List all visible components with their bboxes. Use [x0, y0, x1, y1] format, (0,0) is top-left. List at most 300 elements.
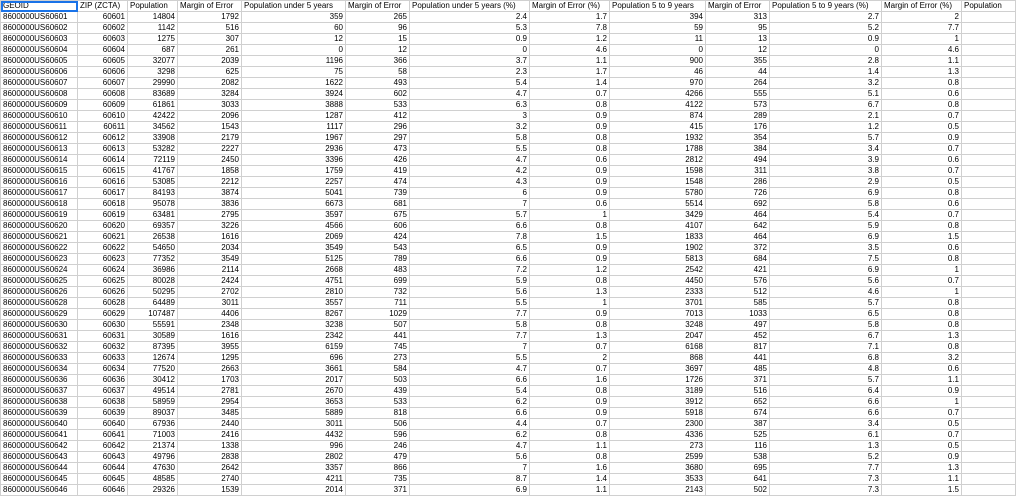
table-cell[interactable]: 3874	[178, 188, 242, 199]
table-cell[interactable]	[962, 144, 1016, 155]
table-cell[interactable]: 1.1	[530, 441, 610, 452]
table-cell[interactable]: 8600000US60621	[1, 232, 78, 243]
table-cell[interactable]: 3.4	[770, 419, 882, 430]
table-cell[interactable]: 60641	[78, 430, 128, 441]
table-cell[interactable]: 1.5	[882, 232, 962, 243]
table-cell[interactable]: 3284	[178, 89, 242, 100]
table-cell[interactable]: 60643	[78, 452, 128, 463]
table-cell[interactable]: 0.8	[882, 100, 962, 111]
table-cell[interactable]: 372	[706, 243, 770, 254]
table-cell[interactable]: 359	[242, 12, 346, 23]
table-cell[interactable]: 2810	[242, 287, 346, 298]
column-header[interactable]: Population under 5 years (%)	[410, 1, 530, 12]
table-cell[interactable]: 0.8	[530, 430, 610, 441]
table-cell[interactable]: 1.5	[530, 232, 610, 243]
table-cell[interactable]: 311	[706, 166, 770, 177]
table-cell[interactable]: 1.3	[882, 463, 962, 474]
table-cell[interactable]: 60622	[78, 243, 128, 254]
table-cell[interactable]: 60638	[78, 397, 128, 408]
table-cell[interactable]: 1	[530, 298, 610, 309]
table-cell[interactable]: 0.6	[882, 155, 962, 166]
table-cell[interactable]: 866	[346, 463, 410, 474]
table-cell[interactable]: 2017	[242, 375, 346, 386]
table-cell[interactable]: 7.7	[770, 463, 882, 474]
table-cell[interactable]: 2096	[178, 111, 242, 122]
table-cell[interactable]: 3680	[610, 463, 706, 474]
table-cell[interactable]: 494	[706, 155, 770, 166]
table-cell[interactable]: 0	[770, 45, 882, 56]
table-cell[interactable]: 8600000US60632	[1, 342, 78, 353]
table-cell[interactable]: 0.9	[530, 254, 610, 265]
table-cell[interactable]: 5.8	[410, 133, 530, 144]
table-cell[interactable]: 30412	[128, 375, 178, 386]
table-cell[interactable]: 49514	[128, 386, 178, 397]
table-cell[interactable]: 0.8	[530, 452, 610, 463]
table-cell[interactable]: 60601	[78, 12, 128, 23]
table-cell[interactable]	[962, 276, 1016, 287]
table-cell[interactable]: 1.2	[530, 265, 610, 276]
table-cell[interactable]: 6.5	[410, 243, 530, 254]
table-cell[interactable]: 60631	[78, 331, 128, 342]
table-cell[interactable]: 71003	[128, 430, 178, 441]
table-cell[interactable]: 3888	[242, 100, 346, 111]
table-cell[interactable]: 8600000US60606	[1, 67, 78, 78]
table-cell[interactable]: 1.5	[882, 485, 962, 496]
table-cell[interactable]	[962, 67, 1016, 78]
table-cell[interactable]	[962, 265, 1016, 276]
table-cell[interactable]: 8600000US60612	[1, 133, 78, 144]
column-header[interactable]: GEOID	[1, 1, 78, 12]
table-cell[interactable]: 5.7	[410, 210, 530, 221]
table-cell[interactable]: 0.9	[410, 34, 530, 45]
table-cell[interactable]: 2082	[178, 78, 242, 89]
table-cell[interactable]: 15	[346, 34, 410, 45]
column-header[interactable]: Margin of Error	[178, 1, 242, 12]
table-cell[interactable]: 0.9	[882, 133, 962, 144]
table-cell[interactable]: 246	[346, 441, 410, 452]
table-cell[interactable]: 0.8	[530, 320, 610, 331]
table-cell[interactable]: 60620	[78, 221, 128, 232]
table-cell[interactable]: 5.6	[770, 276, 882, 287]
table-cell[interactable]: 60634	[78, 364, 128, 375]
table-cell[interactable]	[962, 133, 1016, 144]
table-cell[interactable]: 8600000US60615	[1, 166, 78, 177]
table-cell[interactable]: 0.7	[882, 430, 962, 441]
table-cell[interactable]: 1.3	[770, 441, 882, 452]
table-cell[interactable]: 1.1	[530, 485, 610, 496]
table-cell[interactable]	[962, 210, 1016, 221]
table-cell[interactable]: 176	[706, 122, 770, 133]
table-cell[interactable]: 533	[346, 397, 410, 408]
table-cell[interactable]: 60604	[78, 45, 128, 56]
table-cell[interactable]: 355	[706, 56, 770, 67]
table-cell[interactable]: 1.1	[882, 474, 962, 485]
table-cell[interactable]: 4107	[610, 221, 706, 232]
table-cell[interactable]: 8600000US60613	[1, 144, 78, 155]
table-cell[interactable]	[962, 111, 1016, 122]
table-cell[interactable]: 265	[346, 12, 410, 23]
table-cell[interactable]: 8600000US60617	[1, 188, 78, 199]
table-cell[interactable]: 900	[610, 56, 706, 67]
table-cell[interactable]: 452	[706, 331, 770, 342]
table-cell[interactable]: 2333	[610, 287, 706, 298]
table-cell[interactable]: 297	[346, 133, 410, 144]
table-cell[interactable]: 0.9	[530, 243, 610, 254]
table-cell[interactable]: 60637	[78, 386, 128, 397]
table-cell[interactable]: 7.2	[410, 265, 530, 276]
table-cell[interactable]: 8600000US60607	[1, 78, 78, 89]
table-cell[interactable]: 3697	[610, 364, 706, 375]
table-cell[interactable]: 0.6	[882, 199, 962, 210]
table-cell[interactable]: 2039	[178, 56, 242, 67]
table-cell[interactable]: 4.6	[882, 45, 962, 56]
table-cell[interactable]: 8600000US60622	[1, 243, 78, 254]
table-cell[interactable]	[962, 45, 1016, 56]
table-cell[interactable]	[962, 188, 1016, 199]
table-cell[interactable]	[962, 408, 1016, 419]
table-cell[interactable]: 2143	[610, 485, 706, 496]
table-cell[interactable]: 5.1	[770, 89, 882, 100]
table-cell[interactable]: 7.3	[770, 474, 882, 485]
table-cell[interactable]: 2670	[242, 386, 346, 397]
table-cell[interactable]: 0.7	[882, 111, 962, 122]
table-cell[interactable]: 61861	[128, 100, 178, 111]
table-cell[interactable]: 1	[882, 265, 962, 276]
table-cell[interactable]: 8600000US60603	[1, 34, 78, 45]
table-cell[interactable]: 2599	[610, 452, 706, 463]
table-cell[interactable]: 60616	[78, 177, 128, 188]
table-cell[interactable]	[962, 419, 1016, 430]
table-cell[interactable]	[962, 331, 1016, 342]
table-cell[interactable]: 296	[346, 122, 410, 133]
table-cell[interactable]: 503	[346, 375, 410, 386]
table-cell[interactable]: 2542	[610, 265, 706, 276]
table-cell[interactable]: 642	[706, 221, 770, 232]
table-cell[interactable]: 8600000US60614	[1, 155, 78, 166]
table-cell[interactable]: 1.1	[882, 56, 962, 67]
table-cell[interactable]: 3.2	[882, 353, 962, 364]
table-cell[interactable]: 2642	[178, 463, 242, 474]
table-cell[interactable]: 6.2	[410, 430, 530, 441]
table-cell[interactable]: 53085	[128, 177, 178, 188]
table-cell[interactable]: 5.7	[770, 375, 882, 386]
table-cell[interactable]: 60603	[78, 34, 128, 45]
table-cell[interactable]: 5514	[610, 199, 706, 210]
table-cell[interactable]: 7	[410, 342, 530, 353]
table-cell[interactable]: 4566	[242, 221, 346, 232]
table-cell[interactable]: 8600000US60636	[1, 375, 78, 386]
table-cell[interactable]: 8600000US60620	[1, 221, 78, 232]
table-cell[interactable]	[962, 452, 1016, 463]
table-cell[interactable]: 2936	[242, 144, 346, 155]
table-cell[interactable]: 641	[706, 474, 770, 485]
table-cell[interactable]: 4.6	[770, 287, 882, 298]
table-cell[interactable]: 0.7	[530, 342, 610, 353]
table-cell[interactable]: 7	[410, 199, 530, 210]
table-cell[interactable]: 2416	[178, 430, 242, 441]
table-cell[interactable]: 63481	[128, 210, 178, 221]
table-cell[interactable]: 8600000US60642	[1, 441, 78, 452]
table-cell[interactable]: 1033	[706, 309, 770, 320]
table-cell[interactable]: 8600000US60640	[1, 419, 78, 430]
table-cell[interactable]	[962, 463, 1016, 474]
table-cell[interactable]: 692	[706, 199, 770, 210]
table-cell[interactable]: 1287	[242, 111, 346, 122]
table-cell[interactable]: 80028	[128, 276, 178, 287]
table-cell[interactable]: 699	[346, 276, 410, 287]
table-cell[interactable]: 0.8	[882, 221, 962, 232]
table-cell[interactable]: 286	[706, 177, 770, 188]
table-cell[interactable]: 11	[610, 34, 706, 45]
table-cell[interactable]: 695	[706, 463, 770, 474]
table-cell[interactable]: 4.6	[530, 45, 610, 56]
table-cell[interactable]: 525	[706, 430, 770, 441]
table-cell[interactable]: 7.3	[770, 485, 882, 496]
table-cell[interactable]: 3661	[242, 364, 346, 375]
table-cell[interactable]: 4266	[610, 89, 706, 100]
table-cell[interactable]: 69357	[128, 221, 178, 232]
table-cell[interactable]: 3.2	[770, 78, 882, 89]
table-cell[interactable]: 516	[706, 386, 770, 397]
table-cell[interactable]: 2954	[178, 397, 242, 408]
table-cell[interactable]: 473	[346, 144, 410, 155]
table-cell[interactable]: 874	[610, 111, 706, 122]
table-cell[interactable]: 2450	[178, 155, 242, 166]
table-cell[interactable]: 8600000US60610	[1, 111, 78, 122]
table-cell[interactable]: 5.5	[410, 144, 530, 155]
table-cell[interactable]: 6.6	[410, 375, 530, 386]
table-cell[interactable]: 0.7	[530, 89, 610, 100]
table-cell[interactable]: 60617	[78, 188, 128, 199]
table-cell[interactable]: 75	[242, 67, 346, 78]
table-cell[interactable]: 2	[882, 12, 962, 23]
table-cell[interactable]: 412	[346, 111, 410, 122]
table-cell[interactable]: 6	[410, 188, 530, 199]
column-header[interactable]: Margin of Error (%)	[882, 1, 962, 12]
table-cell[interactable]: 60607	[78, 78, 128, 89]
table-cell[interactable]: 8600000US60645	[1, 474, 78, 485]
table-cell[interactable]: 3.5	[770, 243, 882, 254]
table-cell[interactable]: 0.9	[530, 188, 610, 199]
table-cell[interactable]: 2812	[610, 155, 706, 166]
table-cell[interactable]: 41767	[128, 166, 178, 177]
table-cell[interactable]: 5.8	[770, 320, 882, 331]
table-cell[interactable]: 60636	[78, 375, 128, 386]
table-cell[interactable]: 1029	[346, 309, 410, 320]
table-cell[interactable]: 60608	[78, 89, 128, 100]
table-cell[interactable]: 3429	[610, 210, 706, 221]
column-header[interactable]: Margin of Error (%)	[530, 1, 610, 12]
table-cell[interactable]: 60606	[78, 67, 128, 78]
table-cell[interactable]: 8600000US60602	[1, 23, 78, 34]
table-cell[interactable]: 485	[706, 364, 770, 375]
table-cell[interactable]: 5.2	[770, 452, 882, 463]
table-cell[interactable]: 426	[346, 155, 410, 166]
table-cell[interactable]: 60644	[78, 463, 128, 474]
table-cell[interactable]: 516	[178, 23, 242, 34]
table-cell[interactable]: 8600000US60629	[1, 309, 78, 320]
table-cell[interactable]: 1902	[610, 243, 706, 254]
table-cell[interactable]: 3238	[242, 320, 346, 331]
table-cell[interactable]: 3357	[242, 463, 346, 474]
table-cell[interactable]: 2.4	[410, 12, 530, 23]
table-cell[interactable]: 13	[706, 34, 770, 45]
table-cell[interactable]: 1858	[178, 166, 242, 177]
table-cell[interactable]: 789	[346, 254, 410, 265]
table-cell[interactable]: 0.5	[882, 177, 962, 188]
table-cell[interactable]: 60613	[78, 144, 128, 155]
table-cell[interactable]: 1616	[178, 331, 242, 342]
table-cell[interactable]	[962, 375, 1016, 386]
table-cell[interactable]: 5.7	[770, 133, 882, 144]
table-cell[interactable]: 3701	[610, 298, 706, 309]
table-cell[interactable]: 0.6	[530, 199, 610, 210]
table-cell[interactable]: 0.9	[530, 309, 610, 320]
table-cell[interactable]: 0.9	[770, 34, 882, 45]
table-cell[interactable]: 3	[410, 111, 530, 122]
table-cell[interactable]: 652	[706, 397, 770, 408]
table-cell[interactable]: 2668	[242, 265, 346, 276]
table-cell[interactable]: 817	[706, 342, 770, 353]
column-header[interactable]: Population	[962, 1, 1016, 12]
table-cell[interactable]: 5041	[242, 188, 346, 199]
table-cell[interactable]: 55591	[128, 320, 178, 331]
table-cell[interactable]: 675	[346, 210, 410, 221]
table-cell[interactable]: 2.1	[770, 111, 882, 122]
table-cell[interactable]: 3597	[242, 210, 346, 221]
table-cell[interactable]: 0.9	[530, 122, 610, 133]
table-cell[interactable]: 3533	[610, 474, 706, 485]
table-cell[interactable]: 8600000US60646	[1, 485, 78, 496]
table-cell[interactable]: 696	[242, 353, 346, 364]
table-cell[interactable]: 8.7	[410, 474, 530, 485]
column-header[interactable]: Population under 5 years	[242, 1, 346, 12]
table-cell[interactable]: 6.9	[410, 485, 530, 496]
table-cell[interactable]: 0.8	[530, 221, 610, 232]
table-cell[interactable]: 54650	[128, 243, 178, 254]
table-cell[interactable]: 60611	[78, 122, 128, 133]
table-cell[interactable]: 2440	[178, 419, 242, 430]
table-cell[interactable]: 8600000US60625	[1, 276, 78, 287]
table-cell[interactable]: 1788	[610, 144, 706, 155]
table-cell[interactable]: 8267	[242, 309, 346, 320]
table-cell[interactable]: 60630	[78, 320, 128, 331]
column-header[interactable]: Margin of Error	[346, 1, 410, 12]
table-cell[interactable]: 6.9	[770, 265, 882, 276]
table-cell[interactable]: 273	[610, 441, 706, 452]
table-cell[interactable]: 42422	[128, 111, 178, 122]
table-cell[interactable]: 8600000US60609	[1, 100, 78, 111]
table-cell[interactable]: 6.5	[770, 309, 882, 320]
table-cell[interactable]: 60639	[78, 408, 128, 419]
table-cell[interactable]: 0.8	[882, 188, 962, 199]
table-cell[interactable]: 2663	[178, 364, 242, 375]
table-cell[interactable]: 1	[882, 287, 962, 298]
table-cell[interactable]	[962, 166, 1016, 177]
table-cell[interactable]: 1196	[242, 56, 346, 67]
table-cell[interactable]: 354	[706, 133, 770, 144]
table-cell[interactable]: 67936	[128, 419, 178, 430]
table-cell[interactable]: 512	[706, 287, 770, 298]
table-cell[interactable]: 12	[242, 34, 346, 45]
column-header[interactable]: ZIP (ZCTA)	[78, 1, 128, 12]
table-cell[interactable]: 7.7	[410, 331, 530, 342]
table-cell[interactable]: 2702	[178, 287, 242, 298]
table-cell[interactable]: 0.5	[882, 441, 962, 452]
table-cell[interactable]: 493	[346, 78, 410, 89]
table-cell[interactable]: 3226	[178, 221, 242, 232]
table-cell[interactable]: 1.7	[530, 12, 610, 23]
table-cell[interactable]: 14804	[128, 12, 178, 23]
table-cell[interactable]: 89037	[128, 408, 178, 419]
table-cell[interactable]: 6.7	[770, 100, 882, 111]
table-cell[interactable]: 6.6	[770, 397, 882, 408]
table-cell[interactable]: 60602	[78, 23, 128, 34]
table-cell[interactable]	[962, 364, 1016, 375]
table-cell[interactable]: 1.2	[770, 122, 882, 133]
table-cell[interactable]: 6168	[610, 342, 706, 353]
table-cell[interactable]: 6673	[242, 199, 346, 210]
table-cell[interactable]: 1	[882, 34, 962, 45]
table-cell[interactable]: 60646	[78, 485, 128, 496]
table-cell[interactable]: 0.6	[882, 364, 962, 375]
table-cell[interactable]: 48585	[128, 474, 178, 485]
table-cell[interactable]: 50295	[128, 287, 178, 298]
table-cell[interactable]: 7.5	[770, 254, 882, 265]
table-cell[interactable]: 0	[242, 45, 346, 56]
table-cell[interactable]: 0.7	[882, 276, 962, 287]
table-cell[interactable]: 596	[346, 430, 410, 441]
table-cell[interactable]: 0.8	[530, 276, 610, 287]
table-cell[interactable]: 996	[242, 441, 346, 452]
table-cell[interactable]: 0.8	[530, 100, 610, 111]
table-cell[interactable]: 7.1	[770, 342, 882, 353]
table-cell[interactable]: 87395	[128, 342, 178, 353]
table-cell[interactable]: 6.9	[770, 232, 882, 243]
table-cell[interactable]: 4751	[242, 276, 346, 287]
table-cell[interactable]: 387	[706, 419, 770, 430]
table-cell[interactable]: 46	[610, 67, 706, 78]
table-cell[interactable]: 5.7	[770, 298, 882, 309]
table-cell[interactable]: 26538	[128, 232, 178, 243]
table-cell[interactable]: 8600000US60616	[1, 177, 78, 188]
table-cell[interactable]: 4.7	[410, 89, 530, 100]
table-cell[interactable]: 1	[882, 397, 962, 408]
table-cell[interactable]: 0.6	[530, 155, 610, 166]
table-cell[interactable]: 2300	[610, 419, 706, 430]
table-cell[interactable]: 868	[610, 353, 706, 364]
table-cell[interactable]: 419	[346, 166, 410, 177]
table-cell[interactable]: 3396	[242, 155, 346, 166]
table-cell[interactable]: 60619	[78, 210, 128, 221]
table-cell[interactable]: 384	[706, 144, 770, 155]
table-cell[interactable]: 2114	[178, 265, 242, 276]
table-cell[interactable]: 538	[706, 452, 770, 463]
table-cell[interactable]: 8600000US60644	[1, 463, 78, 474]
table-cell[interactable]: 0.8	[530, 386, 610, 397]
table-cell[interactable]: 6.6	[410, 221, 530, 232]
table-cell[interactable]: 0.6	[882, 89, 962, 100]
table-cell[interactable]: 5.5	[410, 298, 530, 309]
table-cell[interactable]: 1792	[178, 12, 242, 23]
table-cell[interactable]: 6.6	[410, 408, 530, 419]
table-cell[interactable]: 674	[706, 408, 770, 419]
table-cell[interactable]	[962, 287, 1016, 298]
table-cell[interactable]: 12	[346, 45, 410, 56]
table-cell[interactable]: 5.6	[410, 287, 530, 298]
table-cell[interactable]	[962, 78, 1016, 89]
table-cell[interactable]: 8600000US60634	[1, 364, 78, 375]
